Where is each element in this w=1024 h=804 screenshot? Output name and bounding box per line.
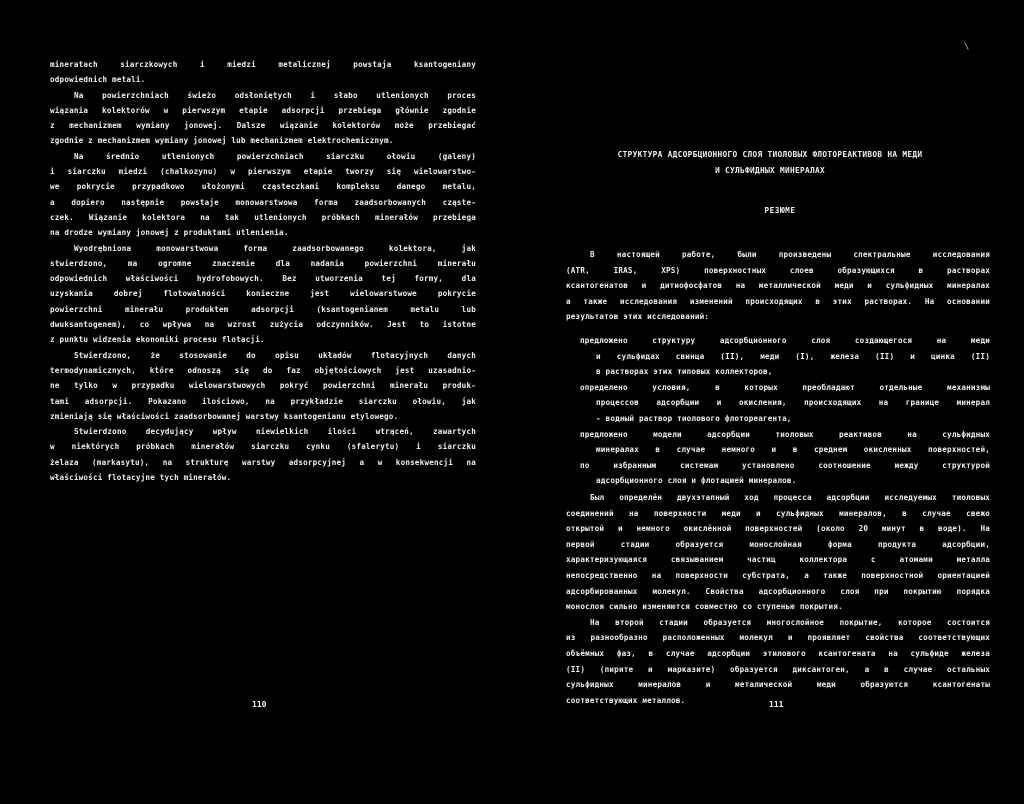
text-line: ксантогенатов и дитиофосфатов на металлической меди и сульфидных минералах [566,281,990,291]
text-line: zgodnie z mechanizmem wymiany jonowej lub mechanizmem elektrochemicznym. [50,136,394,146]
page-number-left: 110 [252,700,267,709]
list-item: предложено модели адсорбции тиоловых реактивов на сульфидных [580,429,990,439]
summary-list [566,333,990,489]
text-line: powierzchni minerału produktem adsorpcji (ksantogenianem metalu lub [50,304,476,314]
text-line: mineratach siarczkowych i miedzi metalicznej powstaja ksantogeniany [50,60,476,69]
text-line: dwuksantogenem), co wpływa na wzrost zużycia odczynników. Jest to istotne [50,320,476,330]
text-line: z punktu widzenia ekonomiki procesu flotacji. [50,335,265,345]
text-line: we pokrycie przypadkowo ułożonymi cząsteczkami kompleksu danego metalu, [50,182,476,192]
summary-title [560,147,980,179]
text-line: В настоящей работе, были произведены спектральные исследования [590,250,990,259]
text-line: Na powierzchniach świeżo odsłoniętych i słabo utlenionych proces [74,90,476,100]
text-line: результатов этих исследований: [566,312,710,322]
text-line: открытой и немного окислённой поверхностей (около 20 минут в воде). На [566,524,990,534]
text-line: Na średnio utlenionych powierzchniach siarczku ołowiu (galeny) [74,151,476,161]
text-line: а также исследования изменений происходящих в этих растворах. На основании [566,296,990,306]
text-line: właściwości flotacyjne tych minerałów. [50,473,232,483]
text-line: czek. Wiązanie kolektora na tak utlenionych próbkach minerałów przebiega [50,212,476,222]
text-line: непосредственно на поверхности субстрата, а также поверхностной ориентацией [566,570,990,580]
text-line: stwierdzono, ma ogromne znaczenie dla nadania powierzchni minerału [50,258,476,268]
list-item: адсорбционного слоя и флотацией минералов. [596,476,797,486]
text-line: ne tylko w przypadku wielowarstwowych pokryć powierzchni minerału produk- [50,381,476,391]
summary-title-line: СТРУКТУРА АДСОРБЦИОННОГО СЛОЯ ТИОЛОВЫХ ФЛОТОРЕАКТИВОВ НА МЕДИ [617,150,923,159]
text-line: odpowiednich metali. [50,75,146,85]
summary-title-line: И СУЛЬФИДНЫХ МИНЕРАЛАХ [715,166,825,175]
text-line: i siarczku miedzi (chalkozynu) w pierwszym etapie tworzy się wielowarstwo- [50,167,476,177]
text-line: объёмных фаз, в случае адсорбции этилового ксантогената на сульфиде железа [566,648,990,658]
page-number-right: 111 [769,700,784,709]
text-line: z mechanizmem wymiany jonowej. Dalsze wiązanie kolektorów może przebiegać [50,121,476,131]
corner-mark: \ [964,42,970,52]
text-line: w niektórych próbkach minerałów siarczku cynku (sfalerytu) i siarczku [50,442,476,452]
summary-heading: РЕЗЮМЕ [764,206,796,215]
list-item: процессов адсорбции и окисления, происходящих на границе минерал [596,398,990,408]
list-item: - водный раствор тиолового флотореагента, [596,413,792,423]
text-line: (II) (пирите и марказите) образуется диксантоген, а в случае остальных [566,664,990,674]
list-item: в растворах этих типовых коллекторов, [596,367,773,377]
list-item: определено условия, в которых преобладают отдельные механизмы [580,382,990,392]
text-line: (АТR, IRAS, XPS) поверхностных слоев образующихся в растворах [566,265,990,275]
text-line: монослоя сильно изменяются совместно со ступенью покрытия. [566,602,843,612]
text-line: первой стадии образуется монослойная форма продукта адсорбции, [566,539,990,549]
text-line: zmieniają się właściwości zaadsorbowanej warstwy ksantogenianu etylowego. [50,411,399,421]
text-line: tami adsorpcji. Pokazano ilościowo, na przykładzie siarczku ołowiu, jak [50,396,476,406]
list-item: предложено структуру адсорбционного слоя создающегося на меди [580,336,990,345]
text-line: соответствующих металлов. [566,695,686,705]
list-item: по избранным системам установлено соотношение между структурой [580,460,990,470]
text-line: Был определён двухэтапный ход процесса адсорбции исследуемых тиоловых [590,493,990,502]
text-line: из разнообразно расположенных молекул и проявляет свойства соответствующих [566,633,990,643]
text-line: сульфидных минералов и металической меди образуются ксантогенаты [566,680,990,690]
text-line: uzyskania dobrej flotowalności konieczne jest wielowarstwowe pokrycie [50,289,476,299]
text-line: адсорбированных молекул. Свойства адсорбционного слоя при покрытию порядка [566,586,990,596]
text-line: żelaza (markasytu), na strukturę warstwy adsorpcyjnej a w konsekwencji na [50,457,476,467]
text-line: Stwierdzono, że stosowanie do opisu układów flotacyjnych danych [74,350,476,360]
text-line: Wyodrębniona monowarstwowa forma zaadsorbowanego kolektora, jak [74,243,476,253]
text-line: wiązania kolektorów w pierwszym etapie adsorpcji przebiega głównie zgodnie [50,105,476,115]
text-line: odpowiednich właściwości hydrofobowych. Bez utworzenia tej formy, dla [50,274,476,284]
text-line: характеризующаяся связыванием частиц коллектора с атомами металла [566,555,990,565]
summary-paragraph-1 [566,247,990,325]
list-item: и сульфидах свинца (II), меди (I), железа (II) и цинка (II) [596,351,990,361]
left-page-text [50,57,476,485]
text-line: a dopiero następnie powstaje monowarstwowa forma zaadsorbowanych cząste- [50,197,476,207]
text-line: termodynamicznych, które odnoszą się do faz objętościowych jest uzasadnio- [50,365,476,375]
text-line: na drodze wymiany jonowej z produktami utlenienia. [50,228,289,238]
summary-paragraph-3 [566,490,990,708]
text-line: соединений на поверхности меди и сульфидных минералов, в случае свежо [566,508,990,518]
text-line: Stwierdzono decydujący wpływ niewielkich ilości wtrąceń, zawartych [74,427,476,437]
text-line: На второй стадии образуется многослойное покрытие, которое состоится [590,617,990,627]
list-item: минералах в случае немного и в среднем окисленных поверхностей, [596,445,990,455]
